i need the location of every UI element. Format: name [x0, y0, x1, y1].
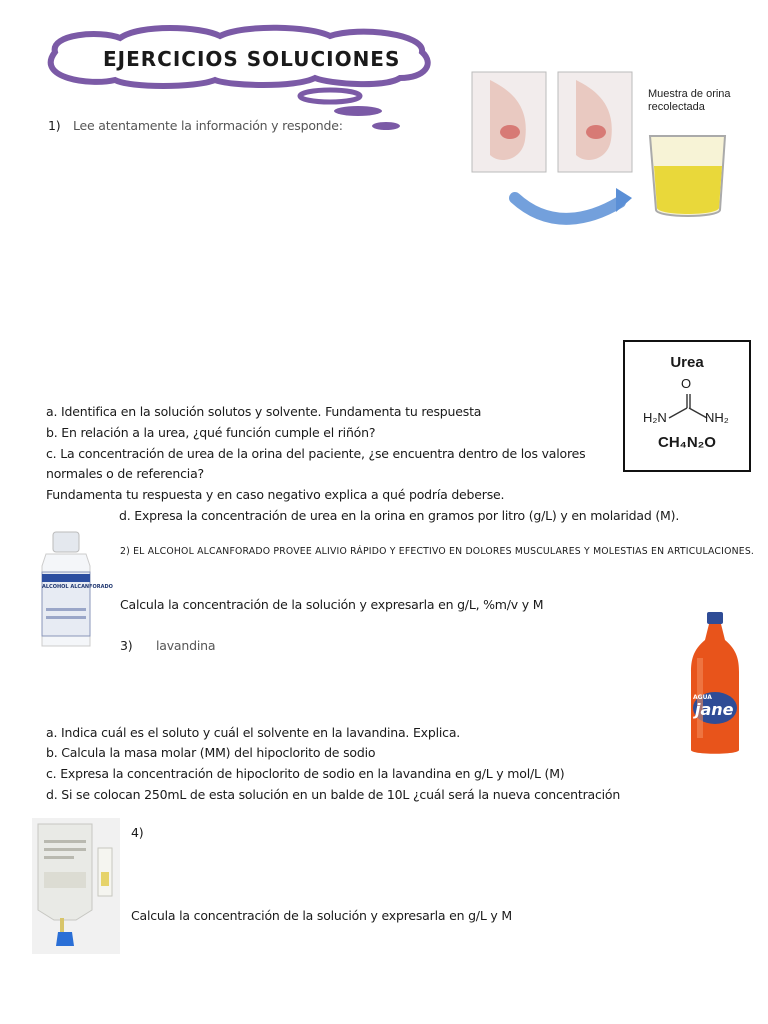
exercise-1-item-d: d. Expresa la concentración de urea en la orina en gramos por litro (g/L) y en molaridad (M).	[119, 508, 680, 523]
exercise-4-task: Calcula la concentración de la solución y expresarla en g/L y M	[131, 908, 512, 923]
urea-oxygen: O	[681, 376, 692, 391]
exercise-2-statement: 2) EL ALCOHOL ALCANFORADO PROVEE ALIVIO RÁPIDO Y EFECTIVO EN DOLORES MUSCULARES Y MOLESTIAS EN ARTICULACIONES.	[120, 546, 755, 557]
exercise-1-intro: Lee atentamente la información y responde:	[73, 118, 343, 133]
urea-structure-box	[623, 340, 751, 472]
alcohol-bottle-label: ALCOHOL ALCANFORADO	[42, 584, 113, 590]
page-title: EJERCICIOS SOLUCIONES	[103, 47, 401, 71]
urea-formula: CH₄N₂O	[658, 434, 716, 451]
urea-h2n: H₂N	[643, 410, 667, 425]
exercise-1-item-c-cont: normales o de referencia?	[46, 466, 204, 481]
exercise-1-number: 1)	[48, 118, 61, 133]
exercise-3-item-d: d. Si se colocan 250mL de esta solución en un balde de 10L ¿cuál será la nueva concentración	[46, 787, 621, 802]
exercise-1-item-a: a. Identifica en la solución solutos y solvente. Fundamenta tu respuesta	[46, 404, 482, 419]
urea-nh2: NH₂	[705, 410, 729, 425]
bleach-bottle-image	[685, 610, 745, 758]
exercise-3-number: 3)	[120, 638, 133, 653]
bleach-brand-top: AGUA	[693, 694, 712, 701]
exercise-3-item-c: c. Expresa la concentración de hipoclorito de sodio en la lavandina en g/L y mol/L (M)	[46, 766, 565, 781]
exercise-1-item-c-note: Fundamenta tu respuesta y en caso negativo explica a qué podría deberse.	[46, 487, 505, 502]
exercise-3-item-b: b. Calcula la masa molar (MM) del hipoclorito de sodio	[46, 745, 376, 760]
urea-title: Urea	[670, 354, 704, 371]
exercise-4-number: 4)	[131, 825, 144, 840]
figure-caption: Muestra de orina recolectada	[648, 88, 731, 113]
alcohol-bottle-image	[30, 528, 113, 650]
exercise-1-item-b: b. En relación a la urea, ¿qué función cumple el riñón?	[46, 425, 376, 440]
exercise-3-item-a: a. Indica cuál es el soluto y cuál el solvente en la lavandina. Explica.	[46, 725, 461, 740]
exercise-2-task: Calcula la concentración de la solución y expresarla en g/L, %m/v y M	[120, 597, 544, 612]
iv-bag-image	[32, 818, 120, 954]
exercise-3-topic: lavandina	[156, 638, 216, 653]
bleach-brand: jane	[695, 700, 734, 719]
exercise-1-item-c: c. La concentración de urea de la orina del paciente, ¿se encuentra dentro de los valores	[46, 446, 586, 461]
